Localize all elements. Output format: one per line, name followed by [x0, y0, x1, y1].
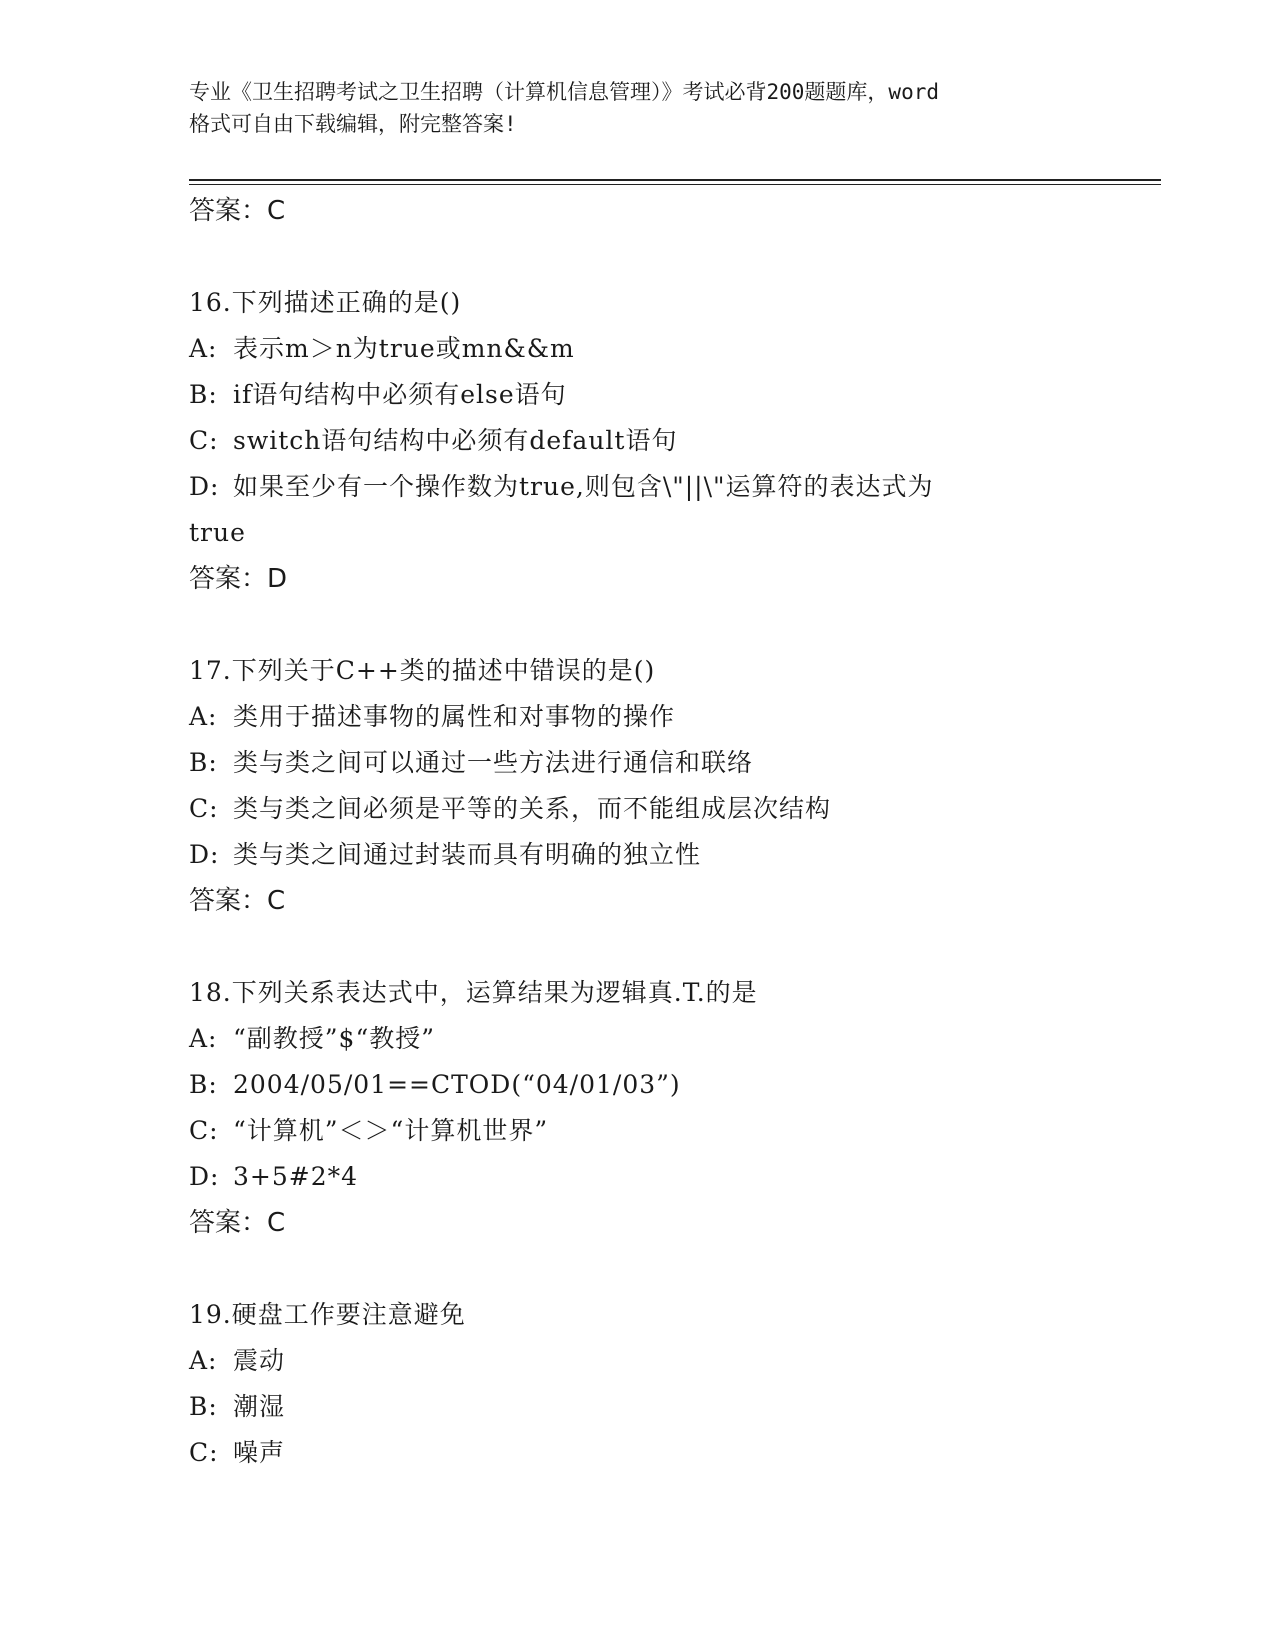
question-16	[189, 280, 1129, 602]
question-19	[189, 1292, 1129, 1476]
option-text: 类与类之间通过封装而具有明确的独立性	[233, 840, 702, 869]
option-c	[189, 1430, 1129, 1476]
option-key: C:	[189, 794, 219, 823]
answer-line: 答案：C	[189, 1208, 286, 1238]
option-key: A:	[189, 1346, 218, 1375]
option-b	[189, 372, 1129, 418]
option-a	[189, 694, 1129, 740]
option-key: B:	[189, 1392, 218, 1421]
option-key: B:	[189, 1070, 218, 1099]
option-b	[189, 1384, 1129, 1430]
header-divider-thick	[189, 179, 1161, 181]
question-list	[189, 188, 1129, 1476]
option-c	[189, 418, 1129, 464]
option-key: A:	[189, 334, 218, 363]
question-title: 18.下列关系表达式中，运算结果为逻辑真.T.的是	[189, 978, 758, 1007]
option-b	[189, 1062, 1129, 1108]
option-text: 噪声	[233, 1438, 286, 1467]
option-key: A:	[189, 702, 218, 731]
header-line-1: 专业《卫生招聘考试之卫生招聘（计算机信息管理）》考试必背200题题库，word	[189, 80, 939, 104]
option-text: switch语句结构中必须有default语句	[233, 426, 678, 455]
option-key: B:	[189, 748, 218, 777]
answer-line: 答案：C	[189, 196, 286, 226]
option-text: 表示m＞n为true或mn&&m	[233, 334, 575, 363]
option-d	[189, 832, 1129, 878]
option-text: 如果至少有一个操作数为true,则包含\"||\"运算符的表达式为	[233, 472, 934, 501]
option-key: D:	[189, 472, 220, 501]
option-c	[189, 1108, 1129, 1154]
page-header	[189, 76, 1089, 140]
option-d-continuation: true	[189, 518, 246, 547]
option-c	[189, 786, 1129, 832]
option-a	[189, 1338, 1129, 1384]
option-d	[189, 464, 1129, 510]
question-17	[189, 648, 1129, 924]
question-title: 16.下列描述正确的是()	[189, 288, 462, 317]
option-text: 潮湿	[233, 1392, 286, 1421]
option-text: 3+5#2*4	[233, 1162, 359, 1191]
answer-line: 答案：D	[189, 564, 288, 594]
option-text: 2004/05/01==CTOD(“04/01/03”)	[233, 1070, 681, 1099]
option-text: “计算机”＜＞“计算机世界”	[233, 1116, 549, 1145]
option-text: 类与类之间必须是平等的关系，而不能组成层次结构	[233, 794, 832, 823]
option-key: A:	[189, 1024, 218, 1053]
option-a	[189, 1016, 1129, 1062]
option-text: “副教授”$“教授”	[233, 1024, 436, 1053]
question-18	[189, 970, 1129, 1246]
option-text: 类与类之间可以通过一些方法进行通信和联络	[233, 748, 754, 777]
question-title: 19.硬盘工作要注意避免	[189, 1300, 466, 1329]
option-key: D:	[189, 840, 220, 869]
option-key: C:	[189, 1438, 219, 1467]
header-divider-thin	[189, 184, 1161, 185]
option-a	[189, 326, 1129, 372]
option-key: C:	[189, 426, 219, 455]
option-d	[189, 1154, 1129, 1200]
option-text: 震动	[233, 1346, 286, 1375]
question-title: 17.下列关于C++类的描述中错误的是()	[189, 656, 656, 685]
option-text: 类用于描述事物的属性和对事物的操作	[233, 702, 676, 731]
option-key: B:	[189, 380, 218, 409]
option-b	[189, 740, 1129, 786]
option-key: D:	[189, 1162, 220, 1191]
option-key: C:	[189, 1116, 219, 1145]
option-text: if语句结构中必须有else语句	[233, 380, 567, 409]
header-line-2: 格式可自由下载编辑，附完整答案!	[189, 112, 517, 136]
answer-line: 答案：C	[189, 886, 286, 916]
